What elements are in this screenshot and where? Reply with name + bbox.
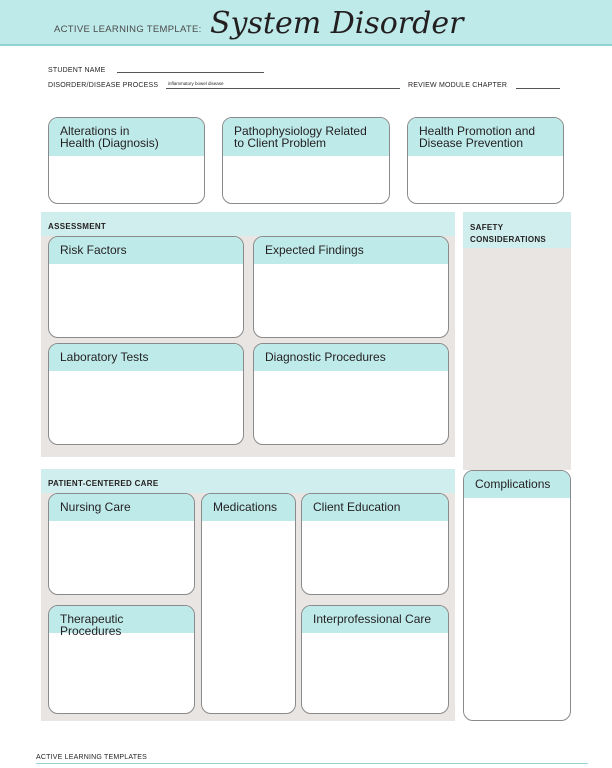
student-name-field[interactable] [117, 72, 264, 73]
safety-label: SAFETY CONSIDERATIONS [470, 223, 547, 244]
disorder-value: inflammatory bowel disease [168, 81, 224, 86]
risk-factors-card[interactable] [48, 236, 244, 338]
template-label: ACTIVE LEARNING TEMPLATE: [54, 24, 202, 35]
medications-heading: Medications [202, 494, 295, 521]
assessment-label: ASSESSMENT [48, 222, 107, 231]
laboratory-tests-card[interactable] [48, 343, 244, 445]
medications-card[interactable] [201, 493, 296, 714]
safety-panel [463, 212, 571, 470]
interprofessional-care-card[interactable] [301, 605, 449, 714]
pathophysiology-heading: Pathophysiology Related to Client Problem [223, 118, 389, 156]
student-name-label: STUDENT NAME [48, 67, 106, 74]
patient-care-label: PATIENT-CENTERED CARE [48, 479, 159, 488]
therapeutic-procedures-card[interactable] [48, 605, 195, 714]
expected-findings-heading: Expected Findings [254, 237, 448, 264]
nursing-care-heading: Nursing Care [49, 494, 194, 521]
disorder-field[interactable] [166, 88, 400, 89]
health-promotion-heading: Health Promotion and Disease Prevention [408, 118, 563, 156]
footer-divider [36, 763, 588, 764]
therapeutic-procedures-heading: Therapeutic Procedures [49, 606, 194, 633]
expected-findings-card[interactable] [253, 236, 449, 338]
risk-factors-heading: Risk Factors [49, 237, 243, 264]
diagnostic-procedures-card[interactable] [253, 343, 449, 445]
page-title: System Disorder [210, 6, 464, 41]
laboratory-tests-heading: Laboratory Tests [49, 344, 243, 371]
client-education-card[interactable] [301, 493, 449, 595]
client-education-heading: Client Education [302, 494, 448, 521]
disorder-label: DISORDER/DISEASE PROCESS [48, 82, 159, 89]
footer-text: ACTIVE LEARNING TEMPLATES [36, 754, 147, 761]
complications-card[interactable] [463, 470, 571, 721]
nursing-care-card[interactable] [48, 493, 195, 595]
interprofessional-care-heading: Interprofessional Care [302, 606, 448, 633]
alterations-heading: Alterations in Health (Diagnosis) [49, 118, 204, 156]
review-chapter-field[interactable] [516, 88, 560, 89]
diagnostic-procedures-heading: Diagnostic Procedures [254, 344, 448, 371]
pathophysiology-card[interactable] [222, 117, 390, 204]
health-promotion-card[interactable] [407, 117, 564, 204]
complications-heading: Complications [464, 471, 570, 498]
review-chapter-label: REVIEW MODULE CHAPTER [408, 82, 508, 89]
header-band [0, 0, 612, 46]
alterations-card[interactable] [48, 117, 205, 204]
